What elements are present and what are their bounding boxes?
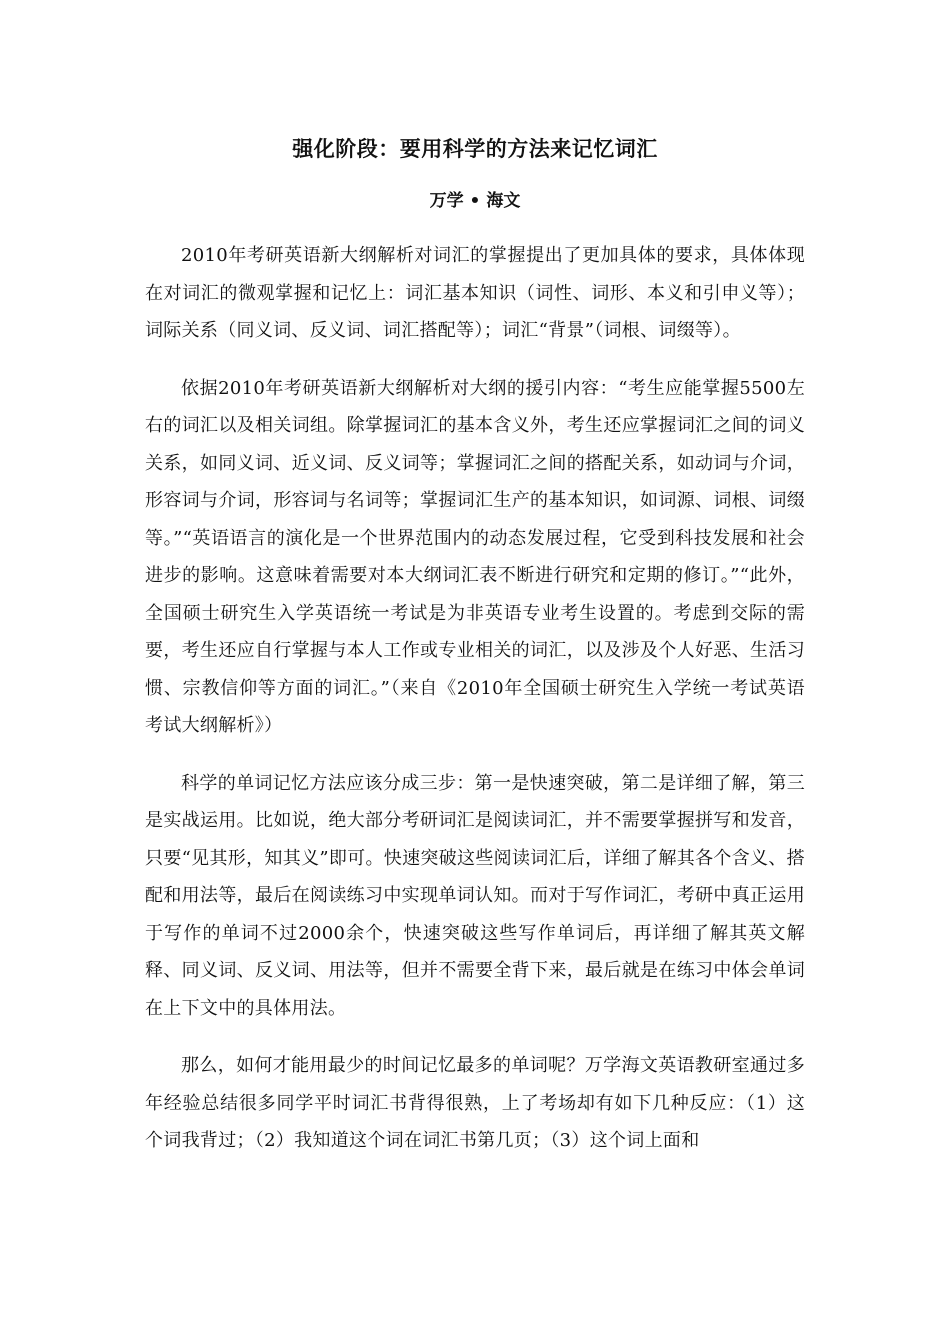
document-body [145,237,805,1180]
document-title: 强化阶段：要用科学的方法来记忆词汇 [292,136,658,161]
paragraph-4: 那么，如何才能用最少的时间记忆最多的单词呢？万学海文英语教研室通过多年经验总结很多同学平时词汇书背得很熟，上了考场却有如下几种反应：（1）这个词我背过；（2）我知道这个词在词汇书第几页；（3）这个词上面和 [145,1055,805,1151]
paragraph-1: 2010年考研英语新大纲解析对词汇的掌握提出了更加具体的要求，具体体现在对词汇的微观掌握和记忆上：词汇基本知识（词性、词形、本义和引申义等）；词际关系（同义词、反义词、词汇搭配等）；词汇“背景”（词根、词缀等）。 [145,245,805,341]
document-author: 万学 • 海文 [429,191,521,211]
paragraph-2: 依据2010年考研英语新大纲解析对大纲的援引内容：“考生应能掌握5500左右的词汇以及相关词组。除掌握词汇的基本含义外，考生还应掌握词汇之间的词义关系，如同义词、近义词、反义词等；掌握词汇之间的搭配关系，如动词与介词，形容词与介词，形容词与名词等；掌握词汇生产的基本知识，如词源、词根、词缀等。”“英语语言的演化是一个世界范围内的动态发展过程，它受到科技发展和社会进步的影响。这意味着需要对本大纲词汇表不断进行研究和定期的修订。”“此外，全国硕士研究生入学英语统一考试是为非英语专业考生设置的。考虑到交际的需要，考生还应自行掌握与本人工作或专业相关的词汇，以及涉及个人好恶、生活习惯、宗教信仰等方面的词汇。”（来自《2010年全国硕士研究生入学统一考试英语考试大纲解析》） [145,377,805,736]
paragraph-3: 科学的单词记忆方法应该分成三步：第一是快速突破，第二是详细了解，第三是实战运用。比如说，绝大部分考研词汇是阅读词汇，并不需要掌握拼写和发音，只要“见其形，知其义”即可。快速突破这些阅读词汇后，详细了解其各个含义、搭配和用法等，最后在阅读练习中实现单词认知。而对于写作词汇，考研中真正运用于写作的单词不过2000余个，快速突破这些写作单词后，再详细了解其英文解释、同义词、反义词、用法等，但并不需要全背下来，最后就是在练习中体会单词在上下文中的具体用法。 [145,772,805,1019]
